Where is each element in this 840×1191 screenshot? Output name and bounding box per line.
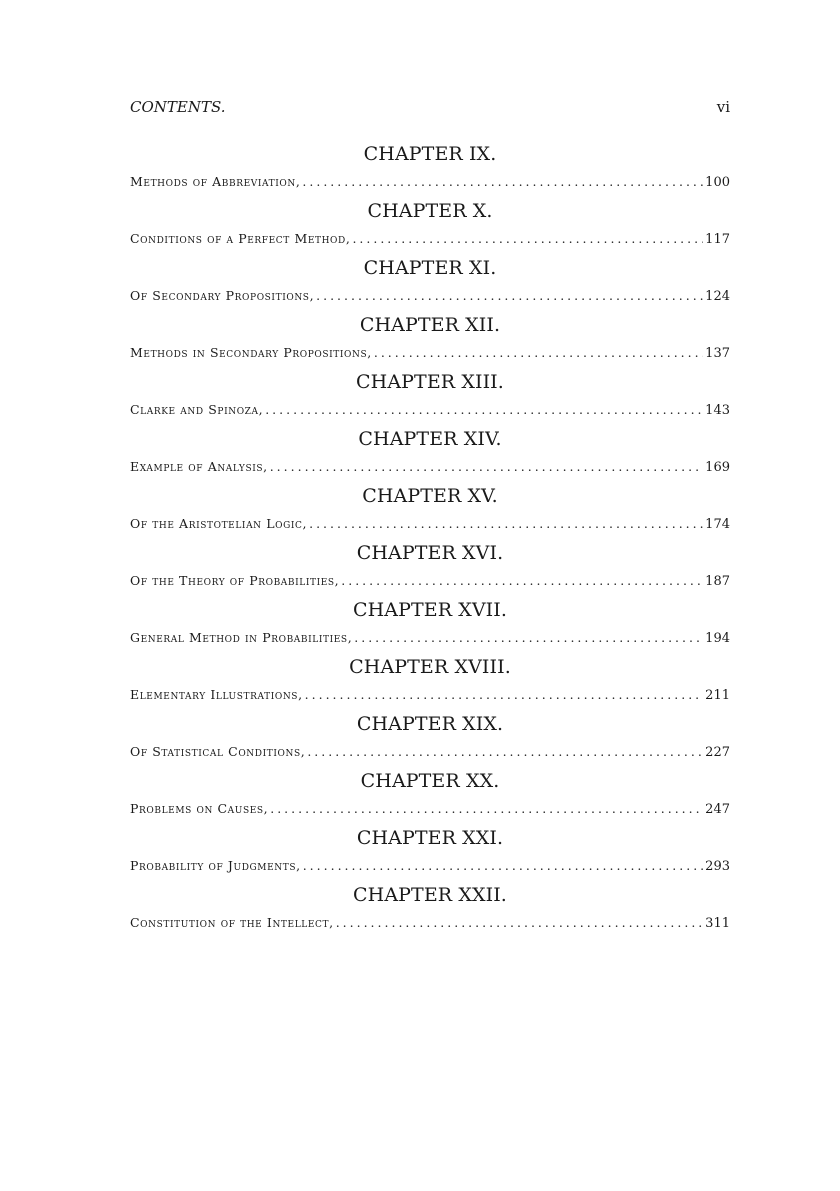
toc-title: Methods of Abbreviation,	[130, 174, 301, 189]
chapter-heading: CHAPTER XIII.	[356, 371, 504, 393]
toc-entry	[130, 712, 730, 769]
toc-line	[130, 514, 730, 535]
toc-page-number: 311	[705, 916, 730, 931]
toc-line	[130, 400, 730, 421]
toc-entry	[130, 199, 730, 256]
chapter-heading: CHAPTER XVI.	[356, 542, 504, 564]
toc-entry	[130, 826, 730, 883]
dot-leader	[316, 286, 703, 306]
dot-leader	[374, 343, 703, 363]
toc-title: Of the Aristotelian Logic,	[130, 516, 308, 531]
toc-entry	[130, 541, 730, 598]
toc-line	[130, 286, 730, 307]
toc-title: Of the Theory of Probabilities,	[130, 573, 340, 588]
dot-leader	[336, 913, 703, 933]
chapter-heading: CHAPTER XXI.	[356, 827, 504, 849]
chapter-heading: CHAPTER XIV.	[358, 428, 502, 450]
dot-leader	[341, 571, 703, 591]
toc-line	[130, 856, 730, 877]
running-head	[130, 98, 730, 120]
dot-leader	[303, 856, 703, 876]
chapter-heading: CHAPTER IX.	[363, 143, 497, 165]
chapter-heading: CHAPTER XII.	[359, 314, 501, 336]
toc-line	[130, 913, 730, 934]
toc-line	[130, 229, 730, 250]
dot-leader	[307, 742, 703, 762]
dot-leader	[270, 799, 703, 819]
toc-page-number: 187	[705, 574, 730, 589]
toc-page-number: 124	[705, 289, 730, 304]
dot-leader	[265, 400, 703, 420]
toc-title: Of Statistical Conditions,	[130, 744, 306, 759]
toc-entry	[130, 484, 730, 541]
toc-line	[130, 172, 730, 193]
toc-entry	[130, 313, 730, 370]
toc-entry	[130, 427, 730, 484]
toc-line	[130, 685, 730, 706]
toc-page-number: 247	[705, 802, 730, 817]
toc-title: Elementary Illustrations,	[130, 687, 303, 702]
dot-leader	[354, 628, 703, 648]
toc-page-number: 143	[705, 403, 730, 418]
chapter-heading: CHAPTER XXII.	[353, 884, 507, 906]
toc-line	[130, 343, 730, 364]
toc-page-number: 194	[705, 631, 730, 646]
toc-line	[130, 799, 730, 820]
toc-line	[130, 742, 730, 763]
toc-title: Constitution of the Intellect,	[130, 915, 334, 930]
toc-title: Of Secondary Propositions,	[130, 288, 315, 303]
toc-entry	[130, 142, 730, 199]
toc-line	[130, 571, 730, 592]
toc-title: Clarke and Spinoza,	[130, 402, 264, 417]
toc-entry	[130, 370, 730, 427]
chapter-heading: CHAPTER XI.	[363, 257, 497, 279]
toc-title: Problems on Causes,	[130, 801, 269, 816]
chapter-heading: CHAPTER X.	[367, 200, 493, 222]
toc-line	[130, 457, 730, 478]
toc-page-number: 174	[705, 517, 730, 532]
toc-page-number: 137	[705, 346, 730, 361]
toc-title: General Method in Probabilities,	[130, 630, 353, 645]
toc-page-number: 227	[705, 745, 730, 760]
chapter-heading: CHAPTER XIX.	[356, 713, 504, 735]
toc-page-number: 211	[705, 688, 730, 703]
toc-entry	[130, 598, 730, 655]
chapter-heading: CHAPTER XVIII.	[349, 656, 511, 678]
toc-page-number: 169	[705, 460, 730, 475]
chapter-heading: CHAPTER XX.	[360, 770, 500, 792]
dot-leader	[352, 229, 703, 249]
toc-entry	[130, 256, 730, 313]
dot-leader	[309, 514, 703, 534]
contents-page	[130, 98, 730, 940]
toc-entry	[130, 655, 730, 712]
toc-page-number: 293	[705, 859, 730, 874]
toc-title: Example of Analysis,	[130, 459, 268, 474]
toc-entry	[130, 883, 730, 940]
dot-leader	[270, 457, 703, 477]
toc-title: Conditions of a Perfect Method,	[130, 231, 351, 246]
page-number: vi	[716, 98, 730, 116]
dot-leader	[305, 685, 704, 705]
chapter-heading: CHAPTER XV.	[362, 485, 498, 507]
dot-leader	[302, 172, 703, 192]
toc-title: Probability of Judgments,	[130, 858, 301, 873]
toc-page-number: 117	[705, 232, 730, 247]
toc-list	[130, 142, 730, 940]
toc-entry	[130, 769, 730, 826]
running-title: CONTENTS.	[130, 98, 226, 116]
toc-page-number: 100	[705, 175, 730, 190]
chapter-heading: CHAPTER XVII.	[352, 599, 508, 621]
toc-title: Methods in Secondary Propositions,	[130, 345, 372, 360]
toc-line	[130, 628, 730, 649]
